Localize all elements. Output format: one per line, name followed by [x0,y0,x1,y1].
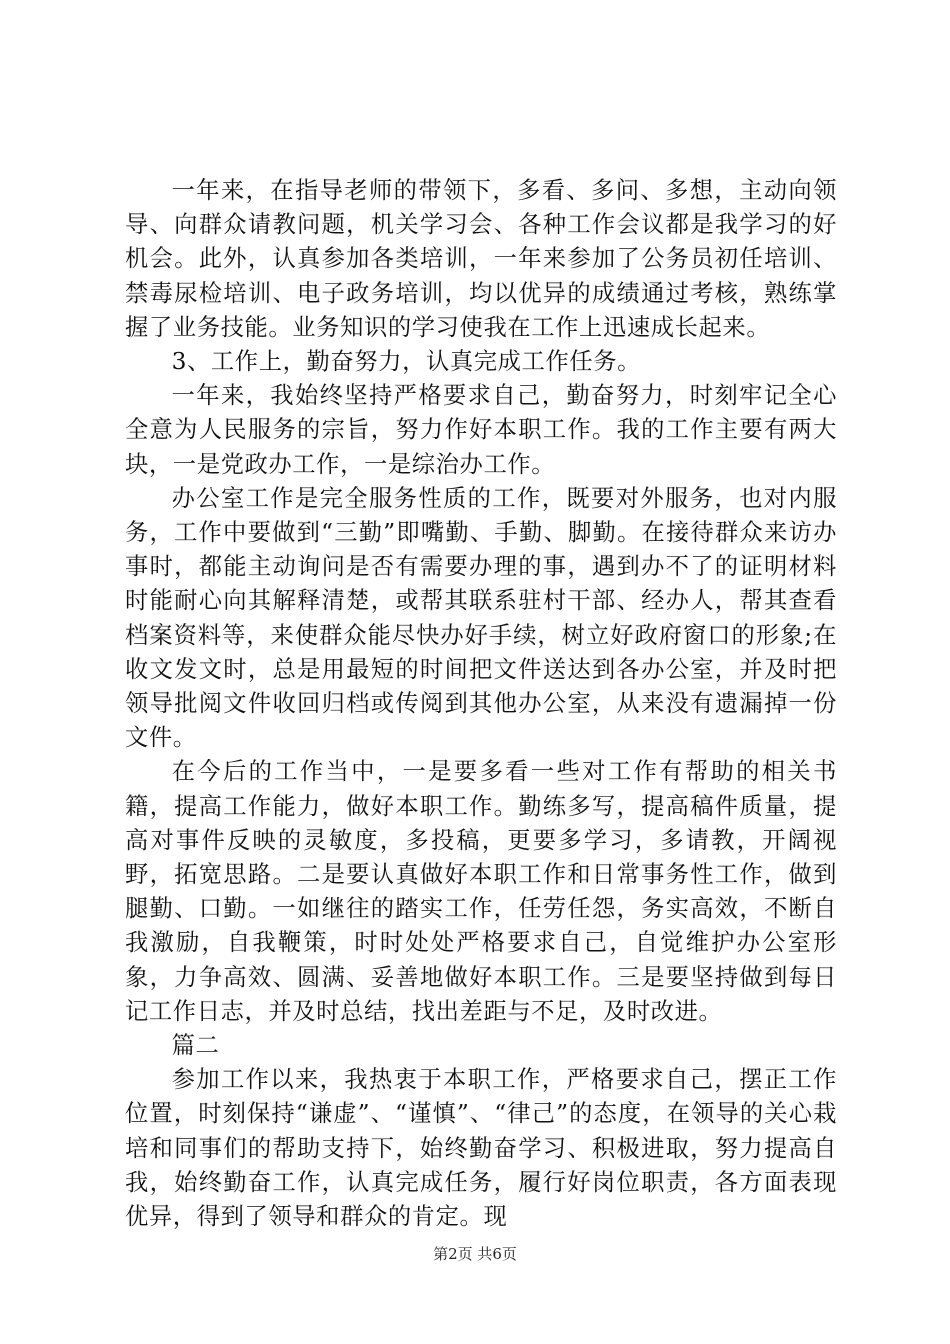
paragraph-office-service: 办公室工作是完全服务性质的工作，既要对外服务，也对内服务，工作中要做到“三勤”即嘴勤、手勤、脚勤。在接待群众来访办事时，都能主动询问是否有需要办理的事，遇到办不了的证明材料时能耐心向其解释清楚，或帮其联系驻村干部、经办人，帮其查看档案资料等，来使群众能尽快办好手续，树立好政府窗口的形象;在收文发文时，总是用最短的时间把文件送达到各办公室，并及时把领导批阅文件收回归档或传阅到其他办公室，从来没有遗漏掉一份文件。 [125,484,837,752]
section-heading-work-diligence: 3、工作上，勤奋努力，认真完成工作任务。 [171,348,642,376]
section-heading-part-two: 篇二 [171,1032,220,1060]
paragraph-training-study: 一年来，在指导老师的带领下，多看、多问、多想，主动向领导、向群众请教问题，机关学习会、各种工作会议都是我学习的好机会。此外，认真参加各类培训，一年来参加了公务员初任培训、禁毒尿检培训、电子政务培训，均以优异的成绩通过考核，熟练掌握了业务技能。业务知识的学习使我在工作上迅速成长起来。 [125,177,837,341]
page-number-footer: 第2页 共6页 [433,1245,517,1263]
paragraph-future-plans: 在今后的工作当中，一是要多看一些对工作有帮助的相关书籍，提高工作能力，做好本职工作。勤练多写，提高稿件质量，提高对事件反映的灵敏度，多投稿，更要多学习，多请教，开阔视野，拓宽思路。二是要认真做好本职工作和日常事务性工作，做到腿勤、口勤。一如继往的踏实工作，任劳任怨，务实高效，不断自我激励，自我鞭策，时时处处严格要求自己，自觉维护办公室形象，力争高效、圆满、妥善地做好本职工作。三是要坚持做到每日记工作日志，并及时总结，找出差距与不足，及时改进。 [125,758,837,1025]
paragraph-work-overview: 一年来，我始终坚持严格要求自己，勤奋努力，时刻牢记全心全意为人民服务的宗旨，努力作好本职工作。我的工作主要有两大块，一是党政办工作，一是综治办工作。 [125,382,837,478]
document-body [125,174,837,1234]
paragraph-part-two-intro: 参加工作以来，我热衷于本职工作，严格要求自己，摆正工作位置，时刻保持“谦虚”、“谨慎”、“律己”的态度，在领导的关心栽培和同事们的帮助支持下，始终勤奋学习、积极进取，努力提高自我，始终勤奋工作，认真完成任务，履行好岗位职责，各方面表现优异，得到了领导和群众的肯定。现 [125,1066,837,1231]
